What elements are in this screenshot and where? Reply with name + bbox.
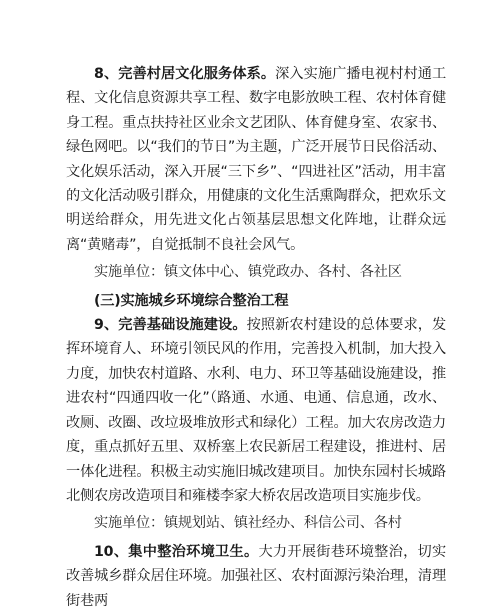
paragraph-item-10	[66, 540, 446, 613]
paragraph-item-8	[66, 62, 446, 257]
item-9-body: 按照新农村建设的总体要求，发挥环境育人、环境引领民风的作用，完善投入机制，加大投入力度，加快农村道路、水利、电力、环卫等基础设施建设，推进农村“四通四收一化”（路通、水通、电通、信息通，改水、改厕、改圈、改垃圾堆放形式和绿化）工程。加大农房改造力度，重点抓好五里、双桥塞上农民新居工程建设，推进村、居一体化进程。积极主动实施旧城改建项目。加快东园村长城路北侧农房改造项目和雍楼李家大桥农居改造项目实施步伐。	[66, 317, 446, 504]
item-8-body: 深入实施广播电视村村通工程、文化信息资源共享工程、数字电影放映工程、农村体育健身工程。重点扶持社区业余文艺团队、体育健身室、农家书、绿色网吧。以“我们的节日”为主题，广泛开展节日民俗活动、文化娱乐活动，深入开展“三下乡”、“四进社区”活动，用丰富的文化活动吸引群众，用健康的文化生活熏陶群众，把欢乐文明送给群众，用先进文化占领基层思想文化阵地，让群众远离“黄赌毒”，自觉抵制不良社会风气。	[66, 66, 446, 253]
item-10-body: 大力开展街巷环境整治，切实改善城乡群众居住环境。加强社区、农村面源污染治理，清理街巷两	[66, 543, 446, 609]
item-8-heading: 8、完善村居文化服务体系。	[94, 66, 276, 82]
paragraph-item-9	[66, 313, 446, 508]
section-3-heading: (三)实施城乡环境综合整治工程	[94, 292, 289, 309]
document-body	[66, 62, 446, 613]
item-9-heading: 9、完善基础设施建设。	[94, 317, 247, 334]
implementing-units-9: 实施单位：镇规划站、镇社经办、科信公司、各村	[94, 515, 402, 532]
item-10-heading: 10、集中整治环境卫生。	[94, 543, 259, 560]
implementing-units-8: 实施单位：镇文体中心、镇党政办、各村、各社区	[94, 264, 402, 281]
